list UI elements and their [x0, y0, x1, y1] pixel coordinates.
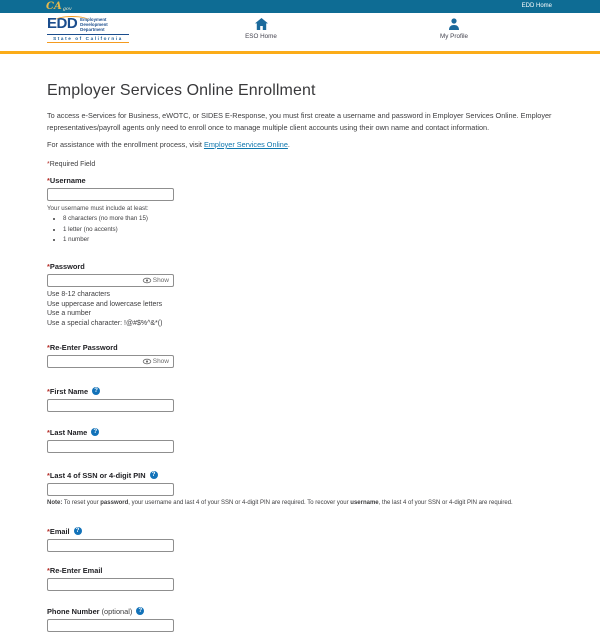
username-requirement: • 1 number [63, 236, 553, 243]
last-name-help-icon[interactable]: ? [91, 428, 99, 436]
last-name-label: * Last Name ? [47, 428, 553, 437]
last-name-field-group [47, 428, 553, 453]
assistance-prefix: For assistance with the enrollment process, visit [47, 140, 204, 149]
reenter-email-field-group [47, 566, 553, 591]
page-title: Employer Services Online Enrollment [47, 82, 316, 99]
edd-logo-swoosh [55, 16, 89, 25]
password-requirement: Use 8-12 characters [47, 291, 111, 298]
email-label: * Email ? [47, 527, 553, 536]
phone-input[interactable] [47, 619, 174, 632]
edd-home-link[interactable]: EDD Home [521, 3, 552, 9]
ssn-pin-label: * Last 4 of SSN or 4-digit PIN ? [47, 471, 553, 480]
email-input[interactable] [47, 539, 174, 552]
nav-my-profile-label: My Profile [440, 33, 468, 40]
password-field-group [47, 262, 553, 329]
reenter-password-input[interactable] [48, 356, 141, 367]
reenter-password-input-wrap [47, 355, 174, 368]
username-label: * Username [47, 176, 86, 185]
password-requirement: Use a special character: !@#$%^&*() [47, 320, 163, 328]
first-name-help-icon[interactable]: ? [92, 387, 100, 395]
password-input-wrap [47, 274, 174, 287]
password-requirement: Use a number [47, 310, 91, 318]
site-header [0, 13, 600, 51]
phone-label: Phone Number (optional) ? [47, 607, 553, 616]
last-name-input[interactable] [47, 440, 174, 453]
home-icon [255, 18, 268, 30]
password-show-button[interactable]: Show [141, 277, 173, 284]
password-requirements [47, 290, 553, 329]
username-requirements-list [63, 215, 553, 243]
username-field-group [47, 176, 553, 243]
reenter-email-label: * Re-Enter Email [47, 565, 103, 575]
password-label: * Password [47, 262, 85, 271]
first-name-input[interactable] [47, 399, 174, 412]
main-content [0, 54, 600, 632]
nav-eso-home[interactable] [226, 18, 296, 40]
ssn-pin-note: Note: To reset your password, your username and last 4 of your SSN or 4-digit PIN are required. To recover your username, the last 4 of your SSN or 4-digit PIN are required. [47, 499, 513, 506]
ssn-pin-input[interactable] [47, 483, 174, 496]
assistance-suffix: . [287, 140, 290, 149]
assistance-line [47, 140, 553, 149]
phone-field-group [47, 607, 553, 632]
phone-help-icon[interactable]: ? [136, 607, 144, 615]
first-name-label: * First Name ? [47, 387, 553, 396]
employer-services-online-link[interactable]: Employer Services Online [203, 140, 288, 149]
edd-logo-state-text: State of California [53, 35, 123, 41]
edd-logo-rule [47, 34, 129, 35]
username-hint-title: Your username must include at least: [47, 205, 149, 212]
username-requirement: • 8 characters (no more than 15) [63, 215, 553, 222]
reenter-password-label: * Re-Enter Password [47, 342, 118, 352]
edd-logo[interactable] [47, 16, 129, 43]
person-icon [448, 18, 460, 30]
edd-logo-acronym: EDD [47, 16, 77, 31]
intro-paragraph: To access e-Services for Business, eWOTC, or SIDES E-Response, you must first create a username and password in Employer Services Online. Employer representatives/payroll agents only need to enroll once to manage multiple client accounts using their own name and contact information. [47, 111, 552, 132]
required-field-note: *Required Field [47, 161, 96, 168]
reenter-password-field-group [47, 343, 553, 368]
edd-logo-department-text: Employment Development Department [80, 17, 108, 33]
email-field-group [47, 527, 553, 552]
username-input[interactable] [47, 188, 174, 201]
eye-icon [143, 278, 151, 283]
ssn-pin-help-icon[interactable]: ? [150, 471, 158, 479]
password-requirement: Use uppercase and lowercase letters [47, 300, 163, 308]
password-input[interactable] [48, 275, 141, 286]
ssn-pin-field-group [47, 471, 553, 507]
nav-eso-home-label: ESO Home [245, 33, 277, 40]
email-help-icon[interactable]: ? [74, 527, 82, 535]
cagov-logo-gov: gov [62, 5, 72, 12]
cagov-logo-ca: CA [46, 0, 62, 12]
reenter-password-show-button[interactable]: Show [141, 358, 173, 365]
nav-my-profile[interactable] [419, 18, 489, 40]
reenter-email-input[interactable] [47, 578, 174, 591]
username-requirement: • 1 letter (no accents) [63, 226, 553, 233]
eye-icon [143, 359, 151, 364]
first-name-field-group [47, 387, 553, 412]
cagov-logo[interactable] [46, 0, 72, 13]
edd-logo-rule-bottom [47, 42, 129, 43]
top-utility-bar [0, 0, 600, 13]
